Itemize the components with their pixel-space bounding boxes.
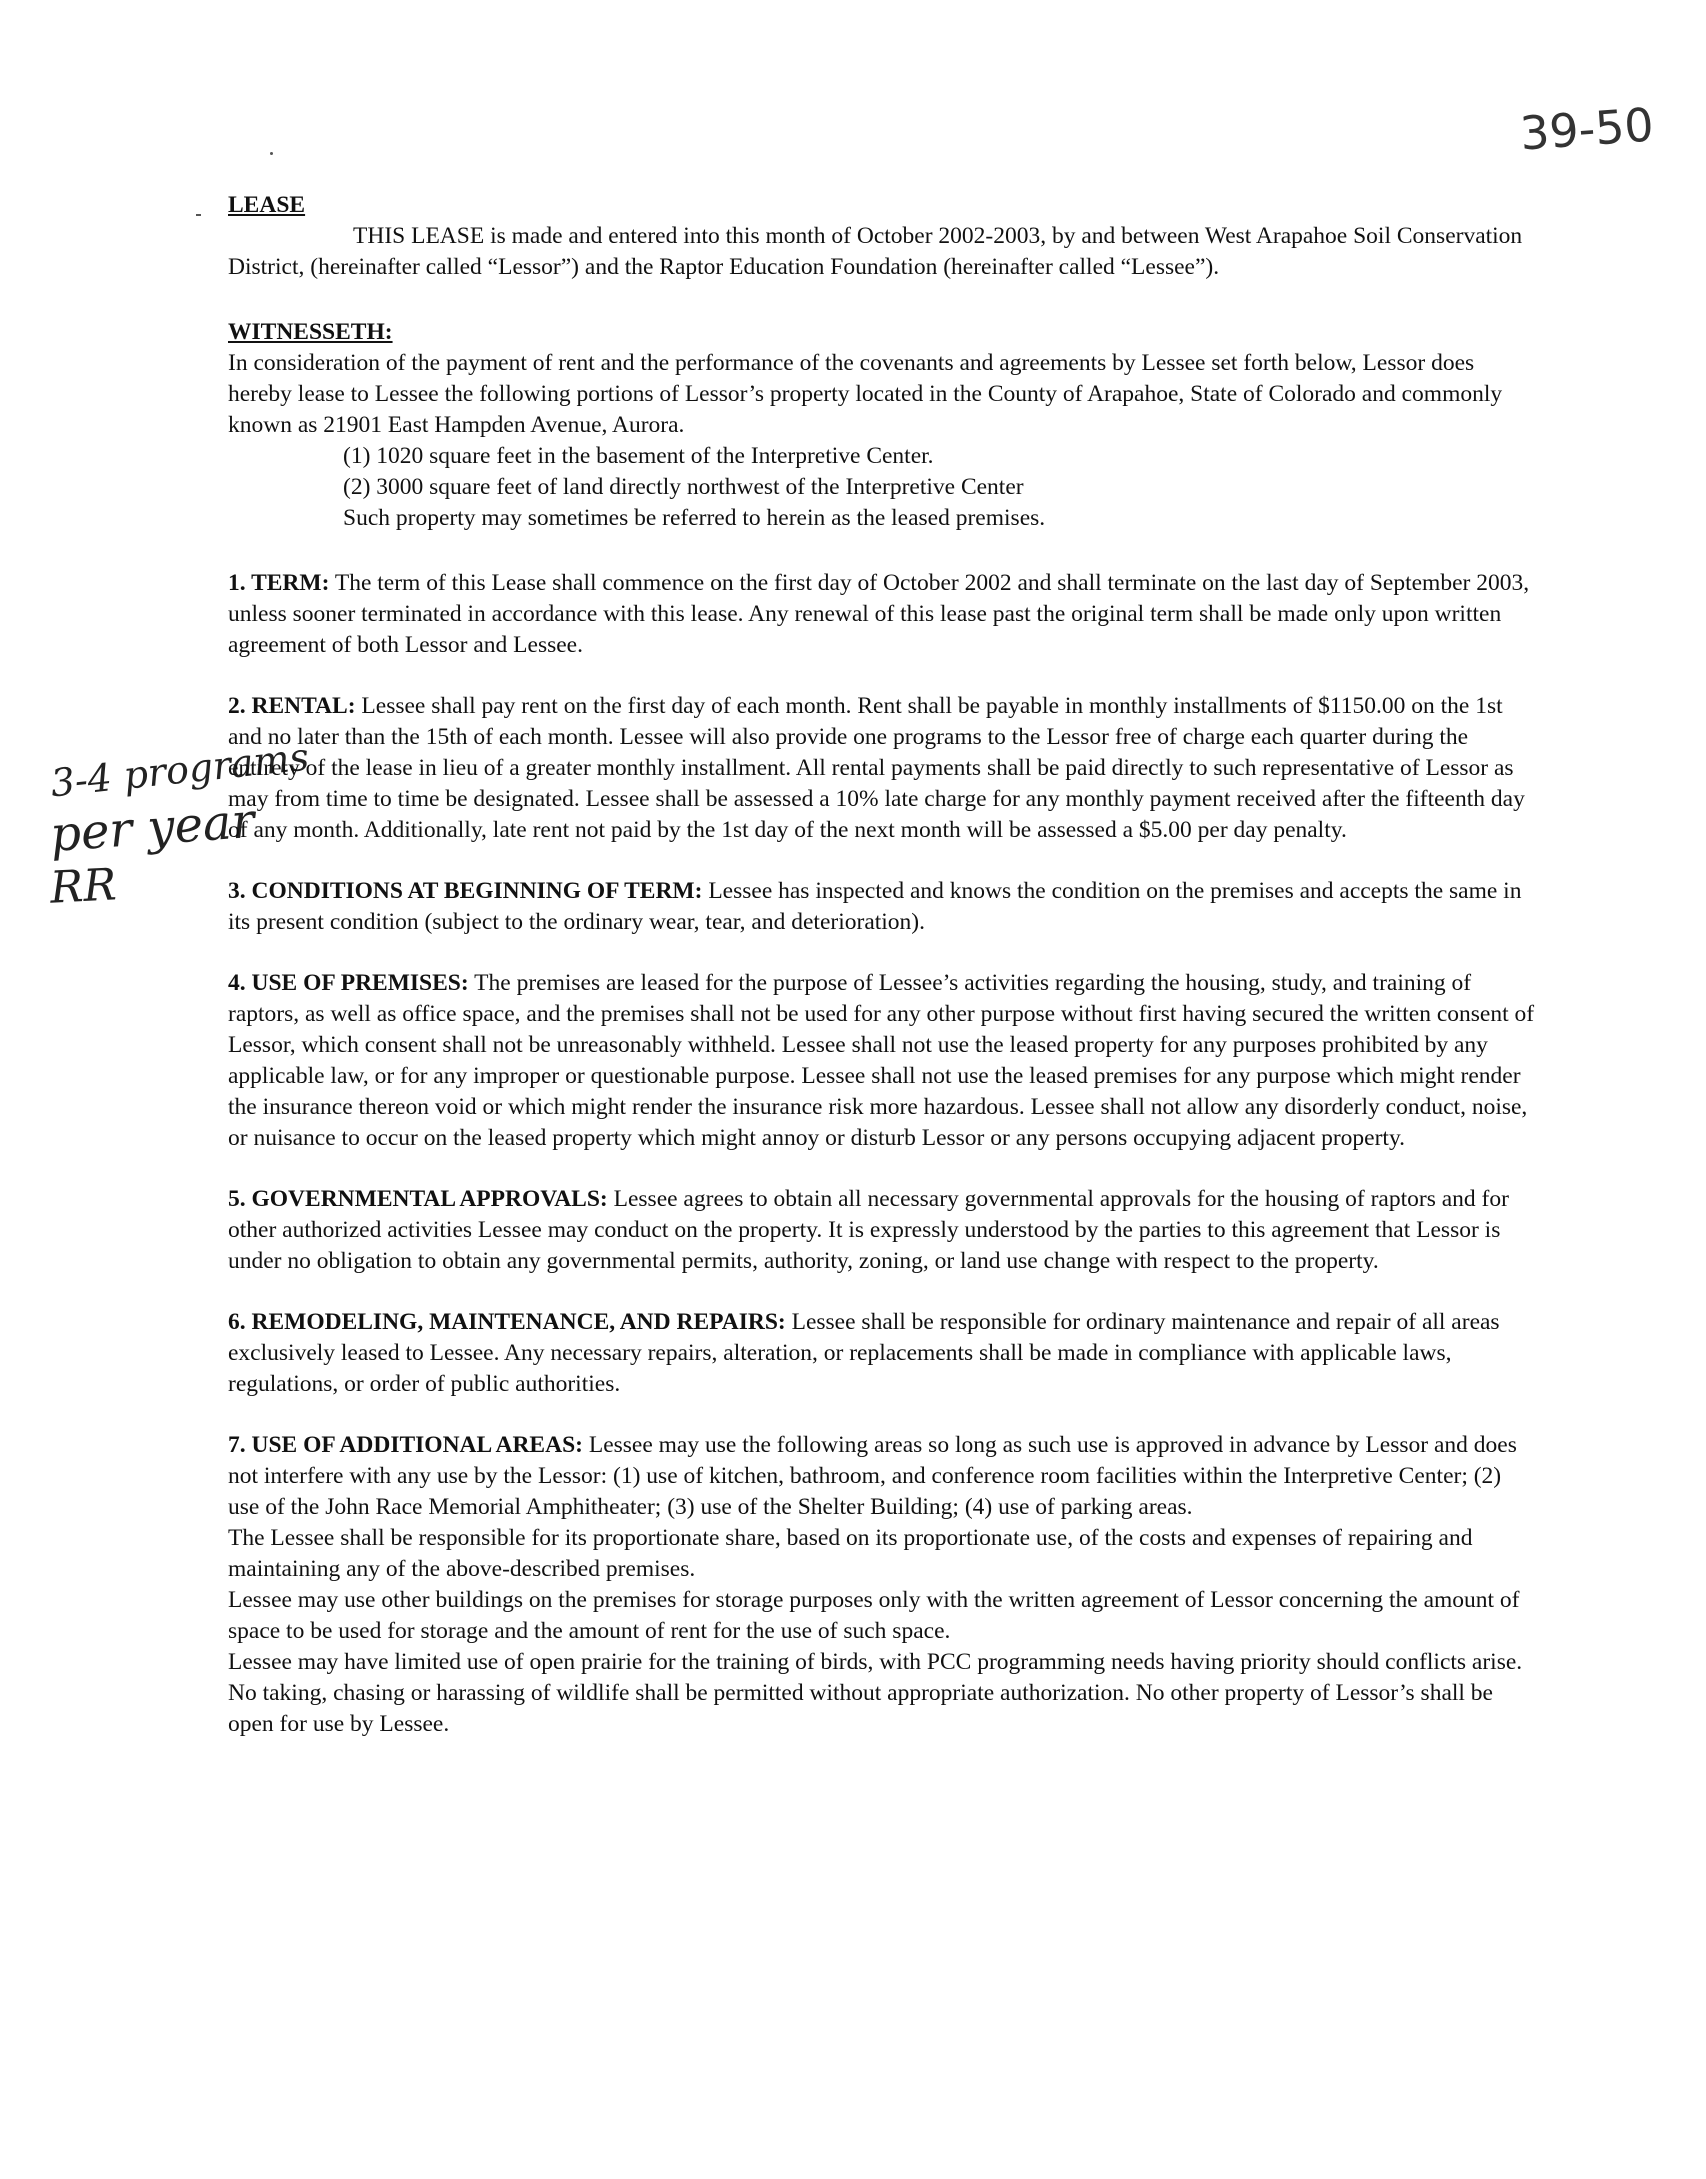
stray-mark bbox=[270, 152, 273, 155]
section-text: Lessee has inspected and knows the condition on the premises and accepts the same in its present condition (subject to the ordinary wear, tear, and deterioration). bbox=[228, 878, 1522, 935]
property-item: (1) 1020 square feet in the basement of the Interpretive Center. bbox=[343, 443, 934, 469]
margin-note-initials: RR bbox=[48, 859, 118, 914]
section-text: Lessee shall pay rent on the first day of each month. Rent shall be payable in monthly installments of $1150.00 on the 1st and no later than the 15th of each month. Lessee will also provide one programs to the Lessor free of charge each quarter during the entirety of the lease in lieu of a greater monthly installment. All rental payments shall be paid directly to such representative of Lessor as may from time to time be designated. Lessee shall be assessed a 10% late charge for any monthly payment received after the fifteenth day of any month. Additionally, late rent not paid by the 1st day of the next month will be assessed a $5.00 per day penalty. bbox=[228, 693, 1525, 843]
section-rental bbox=[228, 691, 1538, 846]
section-conditions bbox=[228, 876, 1538, 938]
section-label: 3. CONDITIONS AT BEGINNING OF TERM: bbox=[228, 878, 703, 904]
section-remodeling bbox=[228, 1307, 1538, 1400]
section-governmental-approvals bbox=[228, 1184, 1538, 1277]
section-use-of-premises bbox=[228, 968, 1538, 1154]
witnesseth-paragraph: In consideration of the payment of rent and the performance of the covenants and agreements by Lessee set forth below, Lessor does hereby lease to Lessee the following portions of Lessor’s property located in the County of Arapahoe, State of Colorado and commonly known as 21901 East Hampden Avenue, Aurora. bbox=[228, 350, 1503, 438]
section-text: Lessee shall be responsible for ordinary maintenance and repair of all areas exclusively leased to Lessee. Any necessary repairs, alteration, or replacements shall be made in compliance with applicable laws, regulations, or order of public authorities. bbox=[228, 1309, 1500, 1397]
stray-mark bbox=[196, 214, 201, 216]
additional-areas-paragraph: The Lessee shall be responsible for its proportionate share, based on its proportionate use, of the costs and expenses of repairing and maintaining any of the above-described premises. bbox=[228, 1525, 1473, 1582]
intro-paragraph: THIS LEASE is made and entered into this month of October 2002-2003, by and between West Arapahoe Soil Conservation District, (hereinafter called “Lessor”) and the Raptor Education Foundation (hereinafter called “Lessee”). bbox=[228, 223, 1523, 280]
section-text: The term of this Lease shall commence on the first day of October 2002 and shall terminate on the last day of September 2003, unless sooner terminated in accordance with this lease. Any renewal of this lease past the original term shall be made only upon written agreement of both Lessor and Lessee. bbox=[228, 570, 1530, 658]
section-label: 1. TERM: bbox=[228, 570, 330, 596]
section-text: Lessee agrees to obtain all necessary governmental approvals for the housing of raptors and for other authorized activities Lessee may conduct on the property. It is expressly understood by the parties to this agreement that Lessor is under no obligation to obtain any governmental permits, authority, zoning, or land use change with respect to the property. bbox=[228, 1186, 1509, 1274]
margin-note-line: per year bbox=[48, 792, 257, 863]
property-item: (2) 3000 square feet of land directly northwest of the Interpretive Center bbox=[343, 474, 1024, 500]
section-label: 6. REMODELING, MAINTENANCE, AND REPAIRS: bbox=[228, 1309, 786, 1335]
property-note: Such property may sometimes be referred to herein as the leased premises. bbox=[343, 505, 1046, 531]
section-label: 5. GOVERNMENTAL APPROVALS: bbox=[228, 1186, 608, 1212]
section-label: 4. USE OF PREMISES: bbox=[228, 970, 469, 996]
section-additional-areas bbox=[228, 1430, 1538, 1523]
additional-areas-paragraph: Lessee may have limited use of open prairie for the training of birds, with PCC programming needs having priority should conflicts arise. No taking, chasing or harassing of wildlife shall be permitted without appropriate authorization. No other property of Lessor’s shall be open for use by Lessee. bbox=[228, 1649, 1523, 1737]
section-text: Lessee may use the following areas so long as such use is approved in advance by Lessor and does not interfere with any use by the Lessor: (1) use of kitchen, bathroom, and conference room facilities within the Interpretive Center; (2) use of the John Race Memorial Amphitheater; (3) use of the Shelter Building; (4) use of parking areas. bbox=[228, 1432, 1517, 1520]
section-term bbox=[228, 568, 1538, 661]
additional-areas-paragraph: Lessee may use other buildings on the premises for storage purposes only with the written agreement of Lessor concerning the amount of space to be used for storage and the amount of rent for the use of such space. bbox=[228, 1587, 1520, 1644]
section-label: 2. RENTAL: bbox=[228, 693, 356, 719]
lease-body bbox=[228, 190, 1538, 1740]
section-text: The premises are leased for the purpose of Lessee’s activities regarding the housing, study, and training of raptors, as well as office space, and the premises shall not be used for any other purpose without first having secured the written consent of Lessor, which consent shall not be unreasonably withheld. Lessee shall not use the leased property for any purposes prohibited by any applicable law, or for any improper or questionable purpose. Lessee shall not use the leased premises for any purpose which might render the insurance thereon void or which might render the insurance risk more hazardous. Lessee shall not allow any disorderly conduct, noise, or nuisance to occur on the leased property which might annoy or disturb Lessor or any persons occupying adjacent property. bbox=[228, 970, 1535, 1151]
witnesseth-heading: WITNESSETH: bbox=[228, 319, 393, 345]
handwritten-page-number: 39-50 bbox=[1518, 97, 1656, 161]
document-title: LEASE bbox=[228, 192, 306, 218]
margin-note-line: 3-4 programs bbox=[48, 734, 311, 806]
section-label: 7. USE OF ADDITIONAL AREAS: bbox=[228, 1432, 583, 1458]
